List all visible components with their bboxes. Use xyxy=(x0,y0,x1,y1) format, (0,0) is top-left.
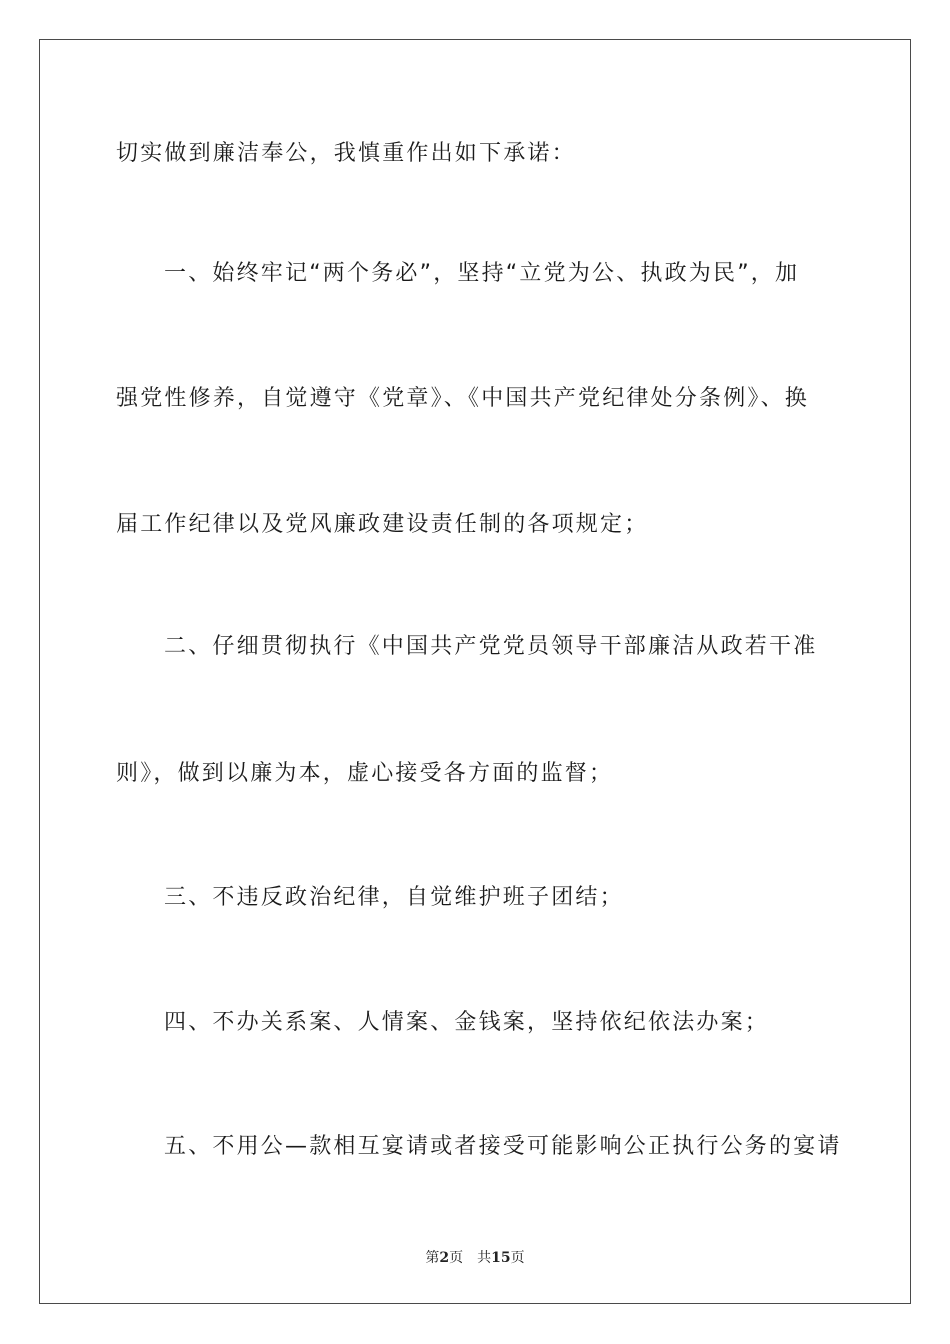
page-footer xyxy=(0,1248,950,1268)
body-line-1: 切实做到廉洁奉公，我慎重作出如下承诺： xyxy=(116,141,576,166)
body-line-8: 四、不办关系案、人情案、金钱案，坚持依纪依法办案； xyxy=(164,1010,770,1035)
footer-page-number: 2 xyxy=(439,1250,450,1266)
page-border xyxy=(39,39,911,1304)
body-line-4: 届工作纪律以及党风廉政建设责任制的各项规定； xyxy=(116,512,649,537)
footer-page-prefix: 第 xyxy=(425,1250,440,1266)
body-line-7: 三、不违反政治纪律，自觉维护班子团结； xyxy=(164,885,624,910)
footer-total-suffix: 页 xyxy=(510,1250,525,1266)
footer-total-prefix: 共 xyxy=(477,1250,492,1266)
body-line-3: 强党性修养，自觉遵守《党章》、《中国共产党纪律处分条例》、换 xyxy=(116,386,810,411)
body-line-6: 则》，做到以廉为本，虚心接受各方面的监督； xyxy=(116,761,614,786)
body-line-9: 五、不用公—款相互宴请或者接受可能影响公正执行公务的宴请 xyxy=(164,1134,842,1159)
footer-page-suffix: 页 xyxy=(449,1250,464,1266)
body-line-2: 一、始终牢记“两个务必”，坚持“立党为公、执政为民”，加 xyxy=(164,261,800,286)
footer-total-number: 15 xyxy=(491,1250,511,1266)
body-line-5: 二、仔细贯彻执行《中国共产党党员领导干部廉洁从政若干准 xyxy=(164,634,818,659)
